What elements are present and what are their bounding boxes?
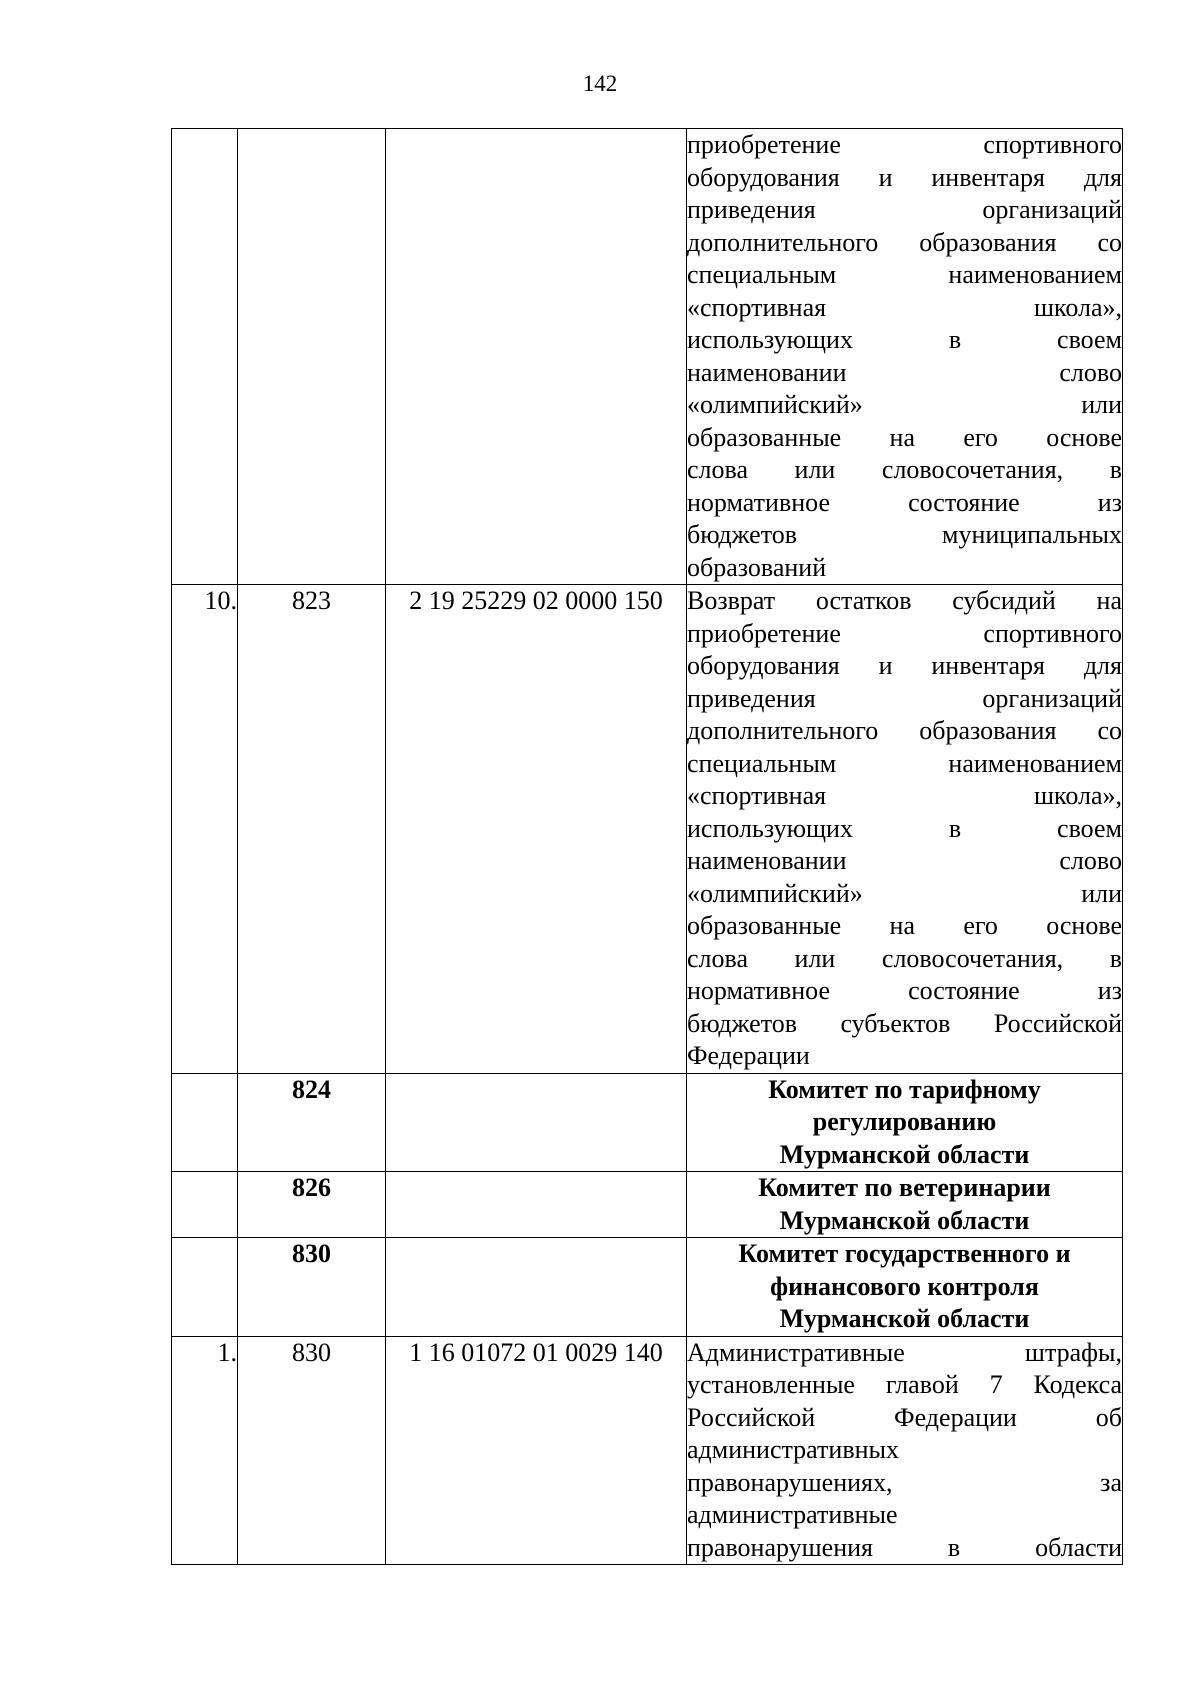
description [687,585,1123,1074]
description-line: установленные главой 7 Кодекса [687,1370,1122,1399]
description-line: образований [687,552,827,582]
admin-code: 830 [238,1238,386,1337]
revenue-code [386,129,687,585]
revenue-code: 2 19 25229 02 0000 150 [386,585,687,1074]
heading-line: Комитет по ветеринарии [758,1173,1051,1202]
description-line: «спортивная школа», [687,781,1122,810]
table-row [172,129,1123,585]
description-line: приобретение спортивного [687,130,1122,159]
description-line: административных [687,1435,899,1464]
description-line: использующих в своем [687,325,1122,354]
heading-line: Комитет по тарифному [768,1074,1041,1104]
admin-code: 823 [238,585,386,1074]
row-number [172,129,238,585]
description-line: «олимпийский» или [687,878,1122,908]
description-line: административные [687,1500,898,1529]
description-line: специальным наименованием [687,260,1122,289]
description-line: оборудования и инвентаря для [687,162,1122,192]
administrator-heading [687,1073,1123,1172]
heading-line: Мурманской области [779,1205,1030,1235]
table-row [172,1073,1123,1172]
description-line: наименовании слово [687,846,1122,875]
row-number [172,1238,238,1337]
description-line: слова или словосочетания, в [687,455,1122,484]
description-line: использующих в своем [687,813,1122,843]
description-line: дополнительного образования со [687,227,1122,257]
description-line: Российской Федерации об [687,1402,1122,1432]
description-line: образованные на его основе [687,911,1122,940]
admin-code [238,129,386,585]
admin-code: 830 [238,1336,386,1565]
description-line: Федерации [687,1041,810,1070]
revenue-code [386,1073,687,1172]
description-line: приобретение спортивного [687,618,1122,648]
heading-line: Мурманской области [779,1139,1030,1169]
revenue-code [386,1238,687,1337]
description [687,1336,1123,1565]
description-line: «спортивная школа», [687,292,1122,322]
description-line: нормативное состояние из [687,976,1122,1005]
description [687,129,1123,585]
administrator-heading [687,1238,1123,1337]
description-line: Возврат остатков субсидий на [687,586,1122,615]
description-line: приведения организаций [687,195,1122,224]
page-number: 142 [582,71,618,96]
table-row [172,1336,1123,1565]
heading-line: регулированию [812,1107,997,1136]
description-line: правонарушения в области [687,1532,1122,1562]
revenue-code: 1 16 01072 01 0029 140 [386,1336,687,1565]
row-number [172,1172,238,1238]
description-line: наименовании слово [687,357,1122,387]
description-line: бюджетов муниципальных [687,520,1122,549]
description-line: образованные на его основе [687,422,1122,452]
row-number: 1. [172,1336,238,1565]
description-line: бюджетов субъектов Российской [687,1008,1122,1038]
revenue-code [386,1172,687,1238]
table-row [172,1172,1123,1238]
table-row [172,1238,1123,1337]
description-line: слова или словосочетания, в [687,943,1122,973]
row-number: 10. [172,585,238,1074]
description-line: нормативное состояние из [687,487,1122,517]
budget-codes-table [171,128,1123,1565]
table-row [172,585,1123,1074]
description-line: приведения организаций [687,683,1122,713]
description-line: оборудования и инвентаря для [687,651,1122,680]
description-line: специальным наименованием [687,748,1122,778]
admin-code: 826 [238,1172,386,1238]
description-line: дополнительного образования со [687,716,1122,745]
row-number [172,1073,238,1172]
description-line: «олимпийский» или [687,390,1122,419]
heading-line: финансового контроля [770,1271,1039,1301]
heading-line: Мурманской области [779,1304,1030,1333]
description-line: Административные штрафы, [687,1337,1122,1367]
administrator-heading [687,1172,1123,1238]
admin-code: 824 [238,1073,386,1172]
description-line: правонарушениях, за [687,1467,1122,1497]
heading-line: Комитет государственного и [738,1239,1071,1268]
